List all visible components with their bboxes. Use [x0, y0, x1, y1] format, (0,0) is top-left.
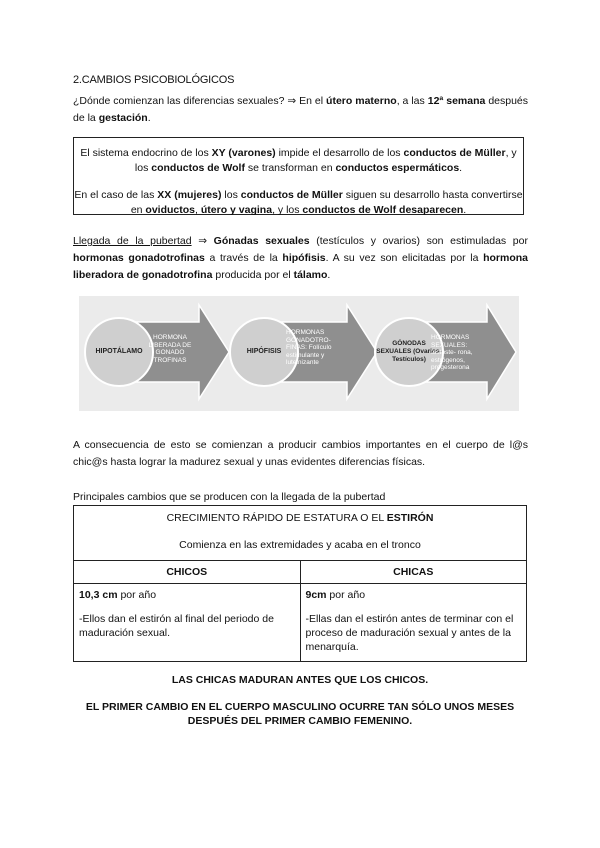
header-subtitle: Comienza en las extremidades y acaba en el tronco [179, 539, 421, 551]
hipotalamo-circle: HIPOTÁLAMO [84, 317, 154, 387]
arrow-label-3: HORMONAS SEXUALES: testoste- rona, estrógenos, progesterona [431, 334, 473, 371]
xx-paragraph: En el caso de las XX (mujeres) los conductos de Müller siguen su desarrollo hasta convertirse en oviductos, útero y vagina, y los conductos de Wolf desaparecen. [74, 189, 523, 216]
closing-statement-1: LAS CHICAS MADURAN ANTES QUE LOS CHICOS. [171, 674, 429, 686]
changes-table [73, 505, 527, 662]
endocrine-box [73, 137, 524, 215]
hormone-diagram [79, 296, 519, 411]
chicos-text: -Ellos dan el estirón al final del periodo de maduración sexual. [79, 613, 274, 639]
header-cell [74, 506, 527, 561]
pubertad-paragraph: Llegada de la pubertad ⇒ Gónadas sexuales (testículos y ovarios) son estimuladas por hormonas gonadotrofinas a través de la hipófisis. A su vez son elicitadas por la hormona liberadora de gonadotrofina producida por el tálamo. [73, 235, 528, 281]
chicas-rate: 9cm por año [305, 589, 366, 601]
gonodas-circle: GÓNODAS SEXUALES (Ovarios-Testículos) [374, 317, 444, 387]
chicos-cell [74, 584, 301, 662]
table-caption: Principales cambios que se producen con la llegada de la pubertad [73, 491, 386, 503]
chicos-rate: 10,3 cm por año [79, 589, 157, 601]
chicas-cell [300, 584, 527, 662]
col-chicos: CHICOS [74, 561, 301, 584]
arrow-label-2: HORMONAS GONADOTRO- FINAS: Folículo estimulante y luteinizante [286, 329, 332, 366]
xy-paragraph: El sistema endocrino de los XY (varones) impide el desarrollo de los conductos de Müller, y los conductos de Wolf se transforman en conductos espermáticos. [80, 147, 517, 174]
table-header-row [74, 506, 527, 561]
section-heading: 2.CAMBIOS PSICOBIOLÓGICOS [73, 74, 235, 86]
col-chicas: CHICAS [300, 561, 527, 584]
closing-statement-2: EL PRIMER CAMBIO EN EL CUERPO MASCULINO OCURRE TAN SÓLO UNOS MESES DESPUÉS DEL PRIMER CAMBIO FEMENINO. [85, 701, 515, 727]
intro-paragraph: ¿Dónde comienzan las diferencias sexuales? ⇒ En el útero materno, a las 12ª semana después de la gestación. [73, 95, 529, 124]
hipofisis-circle: HIPÓFISIS [229, 317, 299, 387]
chicas-text: -Ellas dan el estirón antes de terminar con el proceso de maduración sexual y antes de la menarquía. [305, 613, 514, 653]
arrow-label-1: HORMONA LIBERADA DE GONADO TROFINAS [148, 334, 192, 364]
table-column-row [74, 561, 527, 584]
header-title: CRECIMIENTO RÁPIDO DE ESTATURA O EL ESTIRÓN [166, 512, 434, 524]
table-row [74, 584, 527, 662]
consecuencia-paragraph: A consecuencia de esto se comienzan a producir cambios importantes en el cuerpo de l@s chic@s hasta lograr la madurez sexual y unas evidentes diferencias físicas. [73, 439, 528, 468]
